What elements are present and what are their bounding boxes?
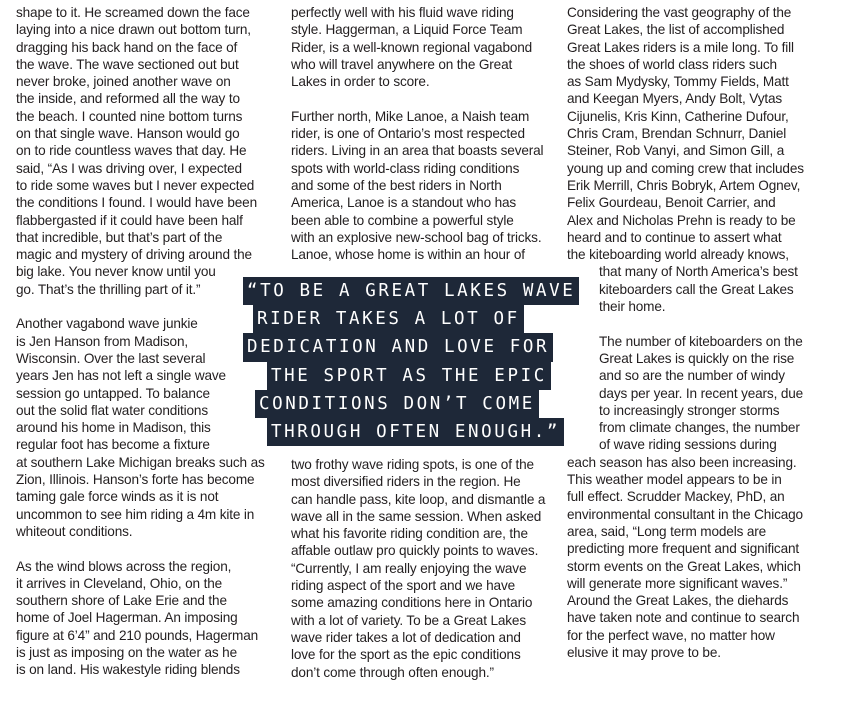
text-line: predicting more frequent and significant bbox=[567, 541, 800, 557]
text-line: laying into a nice drawn out bottom turn, bbox=[16, 22, 251, 38]
text-line: Rider, is a well-known regional vagabond bbox=[291, 39, 533, 55]
text-line: it arrives in Cleveland, Ohio, on the bbox=[16, 575, 223, 591]
text-line: storm events on the Great Lakes, which bbox=[567, 558, 801, 574]
text-line: is on land. His wakestyle riding blends bbox=[16, 662, 240, 678]
text-line: that many of North America’s best bbox=[599, 264, 798, 280]
paragraph-gap bbox=[291, 90, 556, 107]
text-line: and so are the number of windy bbox=[599, 368, 785, 384]
text-line: elusive it may prove to be. bbox=[567, 644, 721, 660]
text-line: area, said, “Long term models are bbox=[567, 523, 767, 539]
text-line: uncommon to see him riding a 4m kite in bbox=[16, 506, 255, 522]
text-line: “Currently, I am really enjoying the wave bbox=[291, 560, 527, 576]
text-line: dragging his back hand on the face of bbox=[16, 39, 238, 55]
text-line: love for the sport as the epic conditions bbox=[291, 647, 521, 663]
pull-quote bbox=[243, 277, 583, 446]
text-line: some amazing conditions here in Ontario bbox=[291, 595, 533, 611]
text-line: wave all in the same session. When asked bbox=[291, 508, 542, 524]
text-line: as Sam Mydysky, Tommy Fields, Matt bbox=[567, 74, 789, 90]
text-line: Further north, Mike Lanoe, a Naish team bbox=[291, 108, 530, 124]
text-line: Erik Merrill, Chris Bobryk, Artem Ognev, bbox=[567, 177, 801, 193]
paragraph-gap bbox=[567, 315, 825, 332]
text-line: riders. Living in an area that boasts several bbox=[291, 143, 544, 159]
text-line: is Jen Hanson from Madison, bbox=[16, 333, 188, 349]
text-line: two frothy wave riding spots, is one of the bbox=[291, 457, 534, 472]
text-line: environmental consultant in the Chicago bbox=[567, 506, 803, 522]
text-line: Steiner, Rob Vanyi, and Simon Gill, a bbox=[567, 143, 785, 159]
text-line: spots with world-class riding conditions bbox=[291, 160, 520, 176]
text-line: to ride some waves but I never expected bbox=[16, 177, 255, 193]
text-line: to increasingly stronger storms bbox=[599, 402, 780, 418]
text-line: shape to it. He screamed down the face bbox=[16, 5, 250, 20]
text-line: full effect. Scrudder Mackey, PhD, an bbox=[567, 489, 785, 505]
text-line: the shoes of world class riders such bbox=[567, 56, 777, 72]
text-line: young up and coming crew that includes bbox=[567, 160, 804, 176]
text-line: out the solid flat water conditions bbox=[16, 402, 208, 418]
text-line: Alex and Nicholas Prehn is ready to be bbox=[567, 212, 796, 228]
text-line: who will travel anywhere on the Great bbox=[291, 56, 513, 72]
text-line: Chris Cram, Brendan Schnurr, Daniel bbox=[567, 126, 787, 142]
pull-quote-line: DEDICATION AND LOVE FOR bbox=[243, 333, 553, 361]
text-line: figure at 6’4” and 210 pounds, Hagerman bbox=[16, 627, 259, 643]
paragraph-gap bbox=[16, 540, 274, 557]
text-line: Great Lakes is quickly on the rise bbox=[599, 350, 795, 366]
text-line: of wave riding sessions during bbox=[599, 437, 777, 453]
text-line: days per year. In recent years, due bbox=[599, 385, 804, 401]
article-column-1 bbox=[16, 4, 274, 679]
text-line: that incredible, but that’s part of the bbox=[16, 229, 223, 245]
text-line: what his favorite riding condition are, the bbox=[291, 526, 528, 542]
text-line: Wisconsin. Over the last several bbox=[16, 350, 206, 366]
text-line: As the wind blows across the region, bbox=[16, 558, 232, 574]
text-line: home of Joel Hagerman. An imposing bbox=[16, 610, 238, 626]
text-line: with an explosive new-school bag of tricks. bbox=[291, 229, 542, 245]
text-line: the beach. I counted nine bottom turns bbox=[16, 108, 243, 124]
text-line: Lanoe, whose home is within an hour of bbox=[291, 247, 525, 263]
article-column-3 bbox=[567, 4, 825, 661]
text-line: their home. bbox=[599, 299, 666, 315]
pull-quote-line: THROUGH OFTEN ENOUGH.” bbox=[267, 418, 564, 446]
text-line: regular foot has become a fixture bbox=[16, 437, 210, 453]
text-line: most diversified riders in the region. He bbox=[291, 474, 521, 490]
text-line: America, Lanoe is a standout who has bbox=[291, 195, 517, 211]
paragraph-gap bbox=[16, 298, 274, 315]
text-line: whiteout conditions. bbox=[16, 523, 133, 539]
text-line: the wave. The wave sectioned out but bbox=[16, 56, 239, 72]
text-line: Considering the vast geography of the bbox=[567, 5, 792, 20]
text-line: Zion, Illinois. Hanson’s forte has become bbox=[16, 472, 255, 488]
pull-quote-line: THE SPORT AS THE EPIC bbox=[267, 362, 551, 390]
text-line: been able to combine a powerful style bbox=[291, 212, 514, 228]
text-line: riding aspect of the sport and we have bbox=[291, 578, 516, 594]
text-line: kiteboarders call the Great Lakes bbox=[599, 281, 794, 297]
text-line: southern shore of Lake Erie and the bbox=[16, 593, 227, 609]
text-line: Lakes in order to score. bbox=[291, 74, 430, 90]
text-line: Great Lakes, the list of accomplished bbox=[567, 22, 785, 38]
text-line: big lake. You never know until you bbox=[16, 264, 216, 280]
text-line: wave rider takes a lot of dedication and bbox=[291, 629, 521, 645]
text-line: on to ride countless waves that day. He bbox=[16, 143, 247, 159]
text-line: will generate more significant waves.” bbox=[567, 575, 788, 591]
pull-quote-line: “TO BE A GREAT LAKES WAVE bbox=[243, 277, 579, 305]
text-line: the conditions I found. I would have been bbox=[16, 195, 257, 211]
text-line: perfectly well with his fluid wave riding bbox=[291, 5, 514, 20]
text-line: said, “As I was driving over, I expected bbox=[16, 160, 242, 176]
text-line: is just as imposing on the water as he bbox=[16, 644, 237, 660]
text-line: heard and to continue to assert what bbox=[567, 229, 782, 245]
text-line: years Jen has not left a single wave bbox=[16, 368, 226, 384]
text-line: The number of kiteboarders on the bbox=[599, 333, 803, 349]
text-line: Cijunelis, Kris Kinn, Catherine Dufour, bbox=[567, 108, 789, 124]
text-line: from climate changes, the number bbox=[599, 420, 800, 436]
text-line: around his home in Madison, this bbox=[16, 420, 211, 436]
text-line: and some of the best riders in North bbox=[291, 177, 502, 193]
article-column-2-top bbox=[291, 4, 556, 263]
text-line: and Keegan Myers, Andy Bolt, Vytas bbox=[567, 91, 783, 107]
text-line: the kiteboarding world already knows, bbox=[567, 247, 789, 263]
pull-quote-line: CONDITIONS DON’T COME bbox=[255, 390, 539, 418]
text-line: go. That’s the thrilling part of it.” bbox=[16, 281, 201, 297]
text-line: each season has also been increasing. bbox=[567, 454, 797, 470]
text-line: flabbergasted if it could have been half bbox=[16, 212, 243, 228]
pull-quote-line: RIDER TAKES A LOT OF bbox=[253, 305, 524, 333]
text-line: never broke, joined another wave on bbox=[16, 74, 231, 90]
text-line: the inside, and reformed all the way to bbox=[16, 91, 240, 107]
text-line: Felix Gourdeau, Benoit Carrier, and bbox=[567, 195, 776, 211]
text-line: taming gale force winds as it is not bbox=[16, 489, 219, 505]
text-line: at southern Lake Michigan breaks such as bbox=[16, 454, 265, 470]
text-line: with a lot of variety. To be a Great Lakes bbox=[291, 612, 526, 628]
text-line: for the perfect wave, no matter how bbox=[567, 627, 775, 643]
text-line: Around the Great Lakes, the diehards bbox=[567, 593, 789, 609]
text-line: on that single wave. Hanson would go bbox=[16, 126, 240, 142]
text-line: This weather model appears to be in bbox=[567, 472, 782, 488]
text-line: Great Lakes riders is a mile long. To fill bbox=[567, 39, 794, 55]
article-column-2-bottom bbox=[291, 456, 556, 681]
text-line: Another vagabond wave junkie bbox=[16, 316, 198, 332]
text-line: have taken note and continue to search bbox=[567, 610, 800, 626]
text-line: affable outlaw pro quickly points to waves. bbox=[291, 543, 539, 559]
text-line: session go untapped. To balance bbox=[16, 385, 210, 401]
text-line: magic and mystery of driving around the bbox=[16, 247, 252, 263]
text-line: can handle pass, kite loop, and dismantle a bbox=[291, 491, 546, 507]
text-line: don’t come through often enough.” bbox=[291, 664, 494, 680]
text-line: rider, is one of Ontario’s most respected bbox=[291, 126, 525, 142]
text-line: style. Haggerman, a Liquid Force Team bbox=[291, 22, 523, 38]
